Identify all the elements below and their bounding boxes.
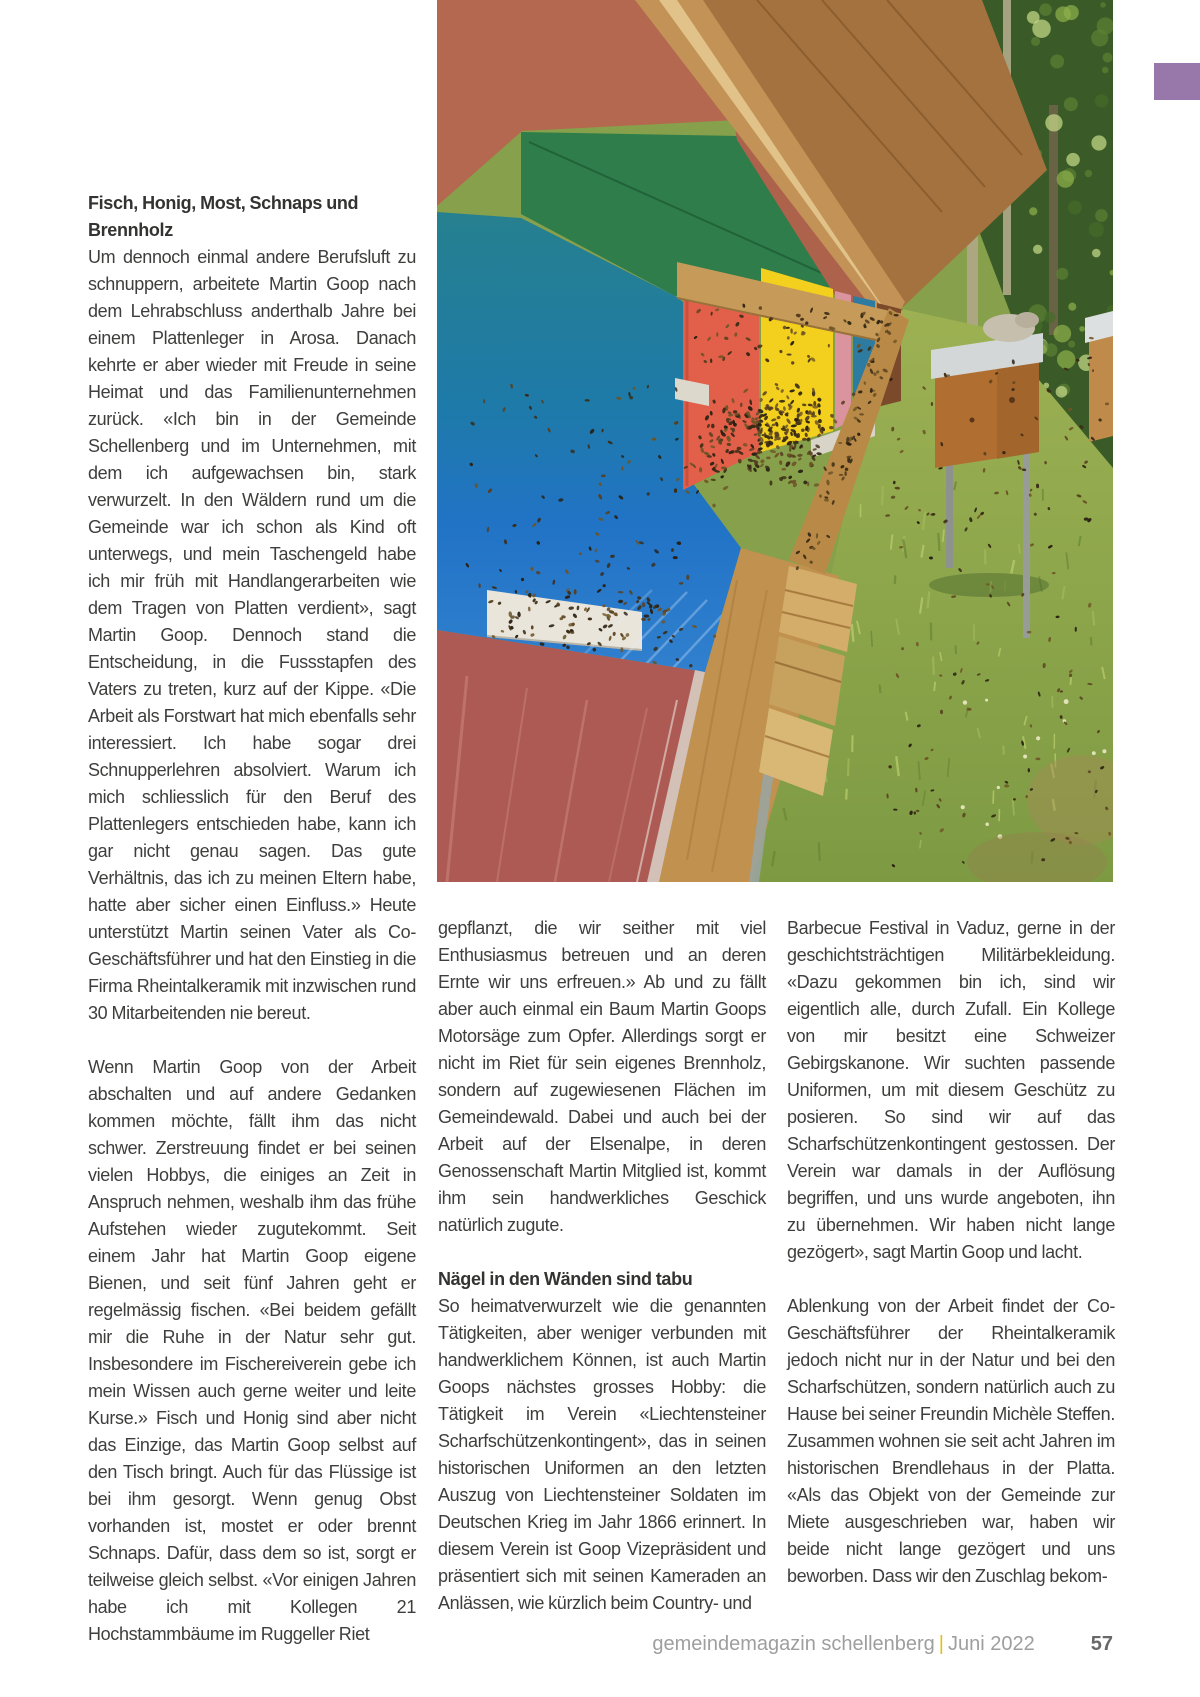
purple-corner-tab	[1154, 63, 1200, 100]
body-paragraph: Wenn Martin Goop von der Arbeit abschalten und auf andere Gedanken kommen möchte, fällt ihm das nicht schwer. Zerstreuung findet er bei seinen vielen Hobbys, die einiges an Zeit in Anspruch nehmen, weshalb ihm das frühe Aufstehen wieder zugutekommt. Seit einem Jahr hat Martin Goop eigene Bienen, und seit fünf Jahren geht er regelmässig fischen. «Bei beidem gefällt mir die Ruhe in der Natur sehr gut. Insbesondere im Fischereiverein gebe ich mein Wissen auch gerne weiter und leite Kurse.» Fisch und Honig sind aber nicht das Einzige, das Martin Goop selbst auf den Tisch bringt. Auch für das Flüssige ist bei ihm gesorgt. Wenn genug Obst vorhanden ist, mostet er oder brennt Schnaps. Dafür, dass dem so ist, sorgt er teilweise gleich selbst. «Vor einigen Jahren habe ich mit Kollegen 21 Hochstammbäume im Ruggeller Riet	[88, 1057, 416, 1644]
bee-house-photo	[437, 0, 1113, 882]
middle-column	[438, 915, 766, 1617]
footer-magazine-title: gemeindemagazin schellenberg	[652, 1633, 935, 1655]
body-paragraph: gepflanzt, die wir seither mit viel Enthusiasmus betreuen und an deren Ernte wir uns erfreuen.» Ab und zu fällt aber auch einmal ein Baum Martin Goops Motorsäge zum Opfer. Allerdings sorgt er nicht im Riet für sein eigenes Brennholz, sondern auf zugewiesenen Flächen im Gemeindewald. Dabei und auch bei der Arbeit auf der Elsenalpe, in deren Genossenschaft Martin Mitglied ist, kommt ihm sein handwerkliches Geschick natürlich zugute.	[438, 918, 766, 1235]
section-subheading: Nägel in den Wänden sind tabu	[438, 1269, 693, 1289]
footer-separator: |	[938, 1633, 944, 1655]
right-column	[787, 915, 1115, 1590]
page-number: 57	[1090, 1633, 1113, 1655]
page-footer	[500, 1632, 1113, 1656]
body-paragraph: Ablenkung von der Arbeit findet der Co-Geschäftsführer der Rheintalkeramik jedoch nicht nur in der Natur und bei den Scharfschützen, sondern natürlich auch zu Hause bei seiner Freundin Michèle Steffen. Zusammen wohnen sie seit acht Jahren im historischen Brendlehaus in der Platta. «Als das Objekt von der Gemeinde zur Miete ausgeschrieben war, haben wir beide nicht lange gezögert und uns beworben. Dass wir den Zuschlag bekom-	[787, 1296, 1115, 1586]
section-heading: Fisch, Honig, Most, Schnaps und Brennholz	[88, 193, 359, 240]
footer-issue: Juni 2022	[948, 1633, 1035, 1655]
left-column	[88, 190, 416, 1648]
body-paragraph: Um dennoch einmal andere Berufsluft zu schnuppern, arbeitete Martin Goop nach dem Lehrabschluss anderthalb Jahre bei einem Plattenleger in Arosa. Danach kehrte er aber wieder mit Freude in seine Heimat und das Familienunternehmen zurück. «Ich bin in der Gemeinde Schellenberg und im Unternehmen, mit dem ich aufgewachsen bin, stark verwurzelt. In den Wäldern rund um die Gemeinde war ich schon als Kind oft unterwegs, und mein Taschengeld habe ich mir früh mit Handlangerarbeiten wie dem Tragen von Platten verdient», sagt Martin Goop. Dennoch stand die Entscheidung, in die Fussstapfen des Vaters zu treten, kurz auf der Kippe. «Die Arbeit als Forstwart hat mich ebenfalls sehr interessiert. Ich habe sogar drei Schnupperlehren absolviert. Warum ich mich schliesslich für den Beruf des Plattenlegers entschieden habe, kann ich gar nicht genau sagen. Das gute Verhältnis, das ich zu meinen Eltern habe, hatte aber sicher einen Einfluss.» Heute unterstützt Martin seinen Vater als Co-Geschäftsführer und hat den Einstieg in die Firma Rheintalkeramik mit inzwischen rund 30 Mitarbeitenden nie bereut.	[88, 247, 416, 1023]
body-paragraph: Barbecue Festival in Vaduz, gerne in der geschichtsträchtigen Militärbekleidung. «Dazu gekommen bin ich, sind wir eigentlich alle, durch Zufall. Ein Kollege von mir besitzt eine Schweizer Gebirgskanone. Wir suchten passende Uniformen, um mit diesem Geschütz zu posieren. So sind wir auf das Scharfschützenkontingent gestossen. Der Verein war damals in der Auflösung begriffen, und uns wurde angeboten, ihn zu übernehmen. Wir haben nicht lange gezögert», sagt Martin Goop und lacht.	[787, 918, 1115, 1262]
bee-house-photo-illustration	[437, 0, 1113, 882]
body-paragraph: So heimatverwurzelt wie die genannten Tätigkeiten, aber weniger verbunden mit handwerklichem Können, ist auch Martin Goops nächstes grosses Hobby: die Tätigkeit im Verein «Liechtensteiner Scharfschützenkontingent», das in seinen historischen Uniformen an den letzten Auszug von Liechtensteiner Soldaten im Deutschen Krieg im Jahr 1866 erinnert. In diesem Verein ist Goop Vizepräsident und präsentiert sich mit seinen Kameraden an Anlässen, wie kürzlich beim Country- und	[438, 1296, 766, 1613]
